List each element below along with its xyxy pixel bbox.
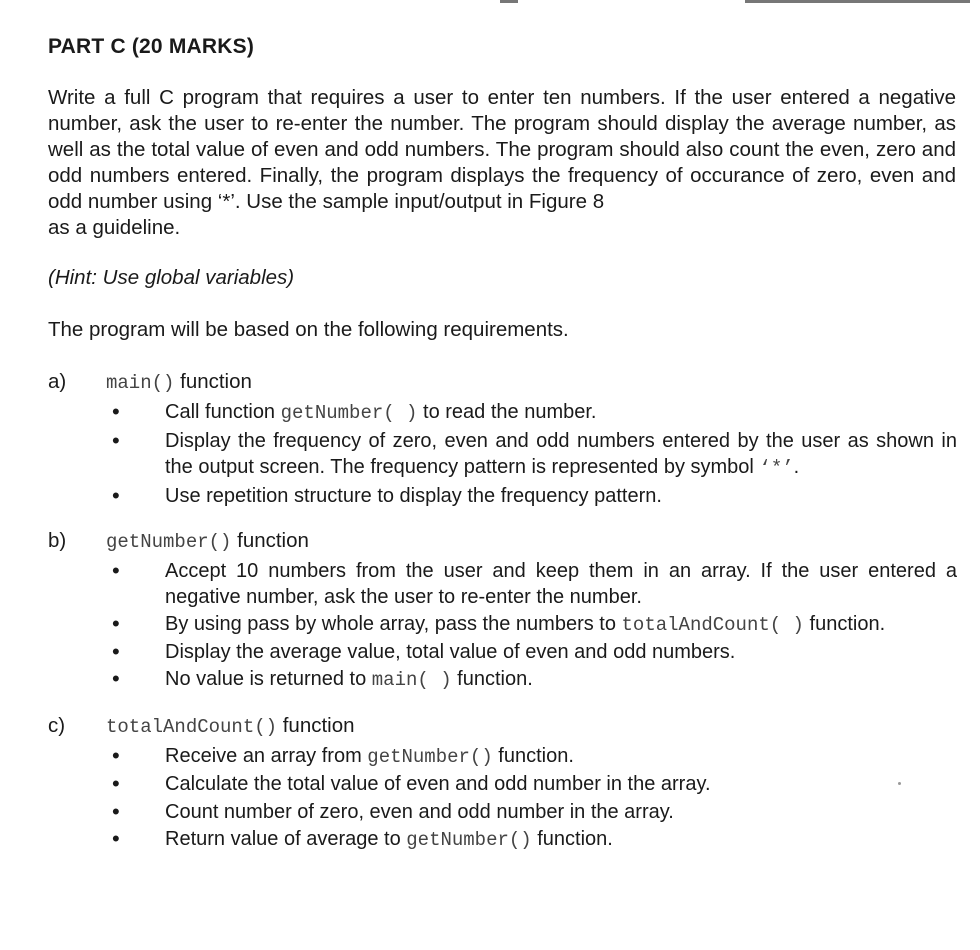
item-code: ‘*’ (759, 457, 794, 479)
function-suffix: function (174, 370, 252, 393)
section-title-getnumber (106, 529, 309, 553)
item-text: No value is returned to (165, 668, 372, 690)
function-suffix: function (231, 529, 309, 552)
item-text: function. (492, 745, 574, 767)
section-label-c: c) (48, 714, 66, 737)
function-name: totalAndCount() (106, 716, 278, 738)
item-text: to read the number. (417, 401, 597, 423)
item-text: By using pass by whole array, pass the numbers to (165, 613, 622, 635)
part-heading: PART C (20 MARKS) (48, 35, 255, 58)
function-name: getNumber() (106, 531, 232, 553)
bullet-icon: • (112, 799, 120, 824)
item-text: Receive an array from (165, 745, 368, 767)
bullet-icon: • (112, 428, 120, 453)
bullet-icon: • (112, 399, 120, 424)
section-title-totalandcount (106, 714, 355, 738)
paragraph-line: number, ask the user to re-enter the number. The program should display the average (48, 112, 846, 135)
item-code: totalAndCount( ) (621, 614, 804, 636)
section-label-b: b) (48, 529, 67, 552)
requirement-item (165, 743, 957, 770)
requirement-item (165, 666, 957, 693)
bullet-icon: • (112, 826, 120, 851)
requirement-item (165, 611, 957, 638)
paragraph-last-line: as a guideline. (48, 216, 181, 239)
paragraph-line: Write a full C program that requires a user to enter ten numbers. If the user entered a negative (48, 86, 956, 109)
item-code: getNumber() (367, 746, 493, 768)
item-code: getNumber() (406, 829, 532, 851)
function-name: main() (106, 372, 175, 394)
stray-pen-mark (898, 782, 901, 785)
item-text: function. (451, 668, 533, 690)
item-text: . (793, 456, 800, 478)
requirement-item: Use repetition structure to display the frequency pattern. (165, 485, 662, 507)
requirement-item: Display the average value, total value of even and odd numbers. (165, 641, 736, 663)
bullet-icon: • (112, 771, 120, 796)
requirement-item (165, 399, 957, 426)
page-top-mark (500, 0, 518, 3)
bullet-icon: • (112, 639, 120, 664)
section-title-main (106, 370, 252, 394)
question-paragraph (48, 85, 956, 241)
hint-text: (Hint: Use global variables) (48, 266, 295, 289)
item-text: Return value of average to (165, 828, 407, 850)
section-label-a: a) (48, 370, 67, 393)
requirement-item: Count number of zero, even and odd number in the array. (165, 801, 674, 823)
bullet-icon: • (112, 611, 120, 636)
bullet-icon: • (112, 743, 120, 768)
item-text: Call function (165, 401, 281, 423)
requirements-intro: The program will be based on the following requirements. (48, 318, 569, 341)
item-text: function. (531, 828, 613, 850)
paragraph-line: the even, zero and odd numbers entered. Finally, the program displays the frequency of (48, 138, 956, 187)
requirement-item: Accept 10 numbers from the user and keep them in an array. If the user entered a negative number, ask the user to re-enter the number. (165, 560, 957, 608)
requirement-item: Calculate the total value of even and odd number in the array. (165, 773, 711, 795)
requirement-item (165, 826, 957, 853)
item-text: Display the frequency of zero, even and odd numbers entered by the user as shown in the output screen. The frequency pattern is represented by symbol (165, 430, 957, 478)
paragraph-line: number, as well as the total value of even and odd numbers. The program should also count (48, 112, 956, 161)
function-suffix: function (277, 714, 355, 737)
page-top-mark (745, 0, 970, 3)
bullet-icon: • (112, 483, 120, 508)
paragraph-line: occurance of zero, even and odd number using ‘*’. Use the sample input/output in Figure 8 (48, 164, 956, 213)
item-code: getNumber( ) (280, 402, 418, 424)
item-text: function. (803, 613, 886, 635)
requirement-item (165, 428, 957, 481)
bullet-icon: • (112, 666, 120, 691)
bullet-icon: • (112, 558, 120, 583)
item-code: main( ) (371, 669, 452, 691)
